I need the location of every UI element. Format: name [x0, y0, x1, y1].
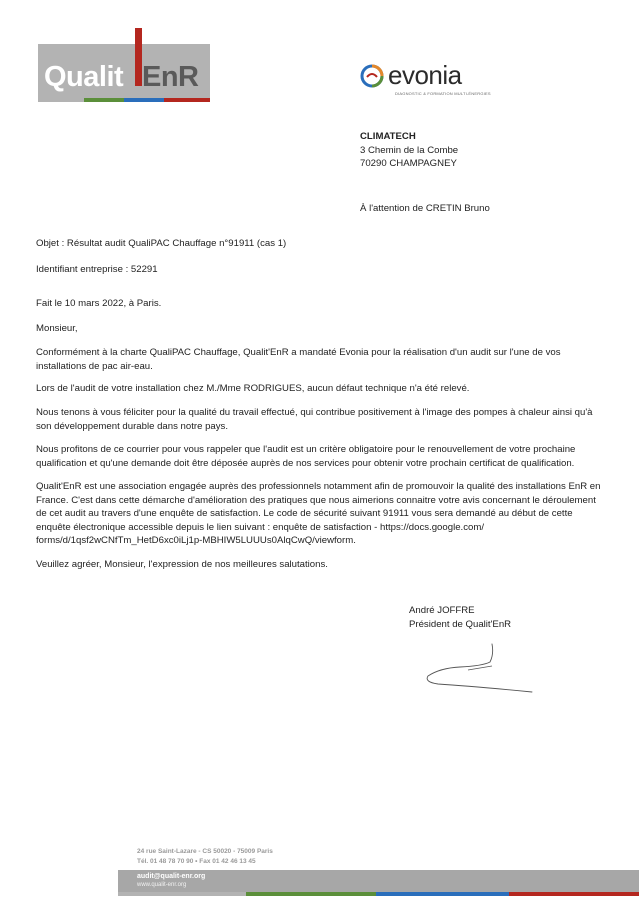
footer-stripe-grey: [118, 892, 246, 896]
evonia-mark-icon: [360, 64, 384, 88]
signer-name: André JOFFRE: [409, 605, 475, 616]
paragraph-audit-result: Lors de l'audit de votre installation chez M./Mme RODRIGUES, aucun défaut technique n'a été relevé.: [36, 383, 470, 394]
logo-stripe-red: [164, 98, 210, 102]
recipient-street: 3 Chemin de la Combe: [360, 144, 459, 156]
footer-website-link[interactable]: www.qualit-enr.org: [137, 882, 187, 888]
salutation: Monsieur,: [36, 323, 78, 334]
footer-address: [137, 847, 273, 867]
recipient-company: CLIMATECH: [360, 131, 416, 142]
date-place-line: Fait le 10 mars 2022, à Paris.: [36, 298, 162, 309]
paragraph-reminder: Nous profitons de ce courrier pour vous rappeler que l'audit est un critère obligatoire pour le renouvellement de votre prochaine qualification et qu'une demande doit être déposée auprès de nos services pour obtenir votre prochain certificat de qualification.: [36, 444, 576, 469]
signer-title: Président de Qualit'EnR: [409, 618, 512, 630]
logo-word-qualit: Qualit: [44, 61, 124, 93]
logo-red-bar: [135, 28, 142, 86]
paragraph-congratulations: Nous tenons à vous féliciter pour la qualité du travail effectué, qui contribue positivement à l'image des pompes à chaleur ainsi qu'à son développement durable dans notre pays.: [36, 407, 593, 432]
footer-street: 24 rue Saint-Lazare - CS 50020 - 75009 Paris: [137, 848, 273, 855]
logo-stripe-blue: [124, 98, 164, 102]
footer-stripe-blue: [376, 892, 509, 896]
evonia-logo: [360, 62, 490, 98]
paragraph-survey: Qualit'EnR est une association engagée auprès des professionnels notamment afin de promouvoir la qualité des installations EnR en France. C'est dans cette démarche d'amélioration des pratiques que nous aimerions connaitre votre avis concernant le déroulement de cet audit au travers d'une enquête de satisfaction. Le code de sécurité suivant 91911 vous sera demandé au début de cette enquête électronique accessible depuis le lien suivant : enquête de satisfaction - https://docs.google.com/ forms/d/1qsf2wCNfTm_HetD6xc0iLj1p-MBHIW5LUUUs0AlqCwQ/viewform.: [36, 481, 601, 547]
footer-stripe-green: [246, 892, 376, 896]
evonia-name: evonia: [388, 60, 462, 90]
logo-stripe-green: [84, 98, 124, 102]
attention-line: À l'attention de CRETIN Bruno: [360, 203, 490, 214]
recipient-city: 70290 CHAMPAGNEY: [360, 158, 457, 170]
recipient-address: [360, 130, 458, 171]
closing-line: Veuillez agréer, Monsieur, l'expression de nos meilleures salutations.: [36, 559, 328, 570]
handwritten-signature: [420, 640, 540, 700]
signer-block: [409, 604, 511, 631]
qualitenr-logo: [38, 28, 210, 106]
footer-email-link[interactable]: audit@qualit-enr.org: [137, 873, 206, 880]
logo-word-enr: EnR: [142, 61, 199, 93]
paragraph-mandate: Conformément à la charte QualiPAC Chauffage, Qualit'EnR a mandaté Evonia pour la réalisation d'un audit sur l'une de vos installations de pac air-eau.: [36, 347, 561, 372]
company-id-line: Identifiant entreprise : 52291: [36, 264, 158, 275]
footer-band: [118, 870, 639, 892]
logo-stripe-grey: [38, 98, 84, 102]
footer-stripe-red: [509, 892, 639, 896]
footer-phone: Tél. 01 48 78 70 90 • Fax 01 42 46 13 45: [137, 858, 256, 865]
evonia-tagline: DIAGNOSTIC & FORMATION MULTI-ÉNERGIES: [395, 91, 491, 96]
subject-line: Objet : Résultat audit QualiPAC Chauffage n°91911 (cas 1): [36, 238, 287, 249]
